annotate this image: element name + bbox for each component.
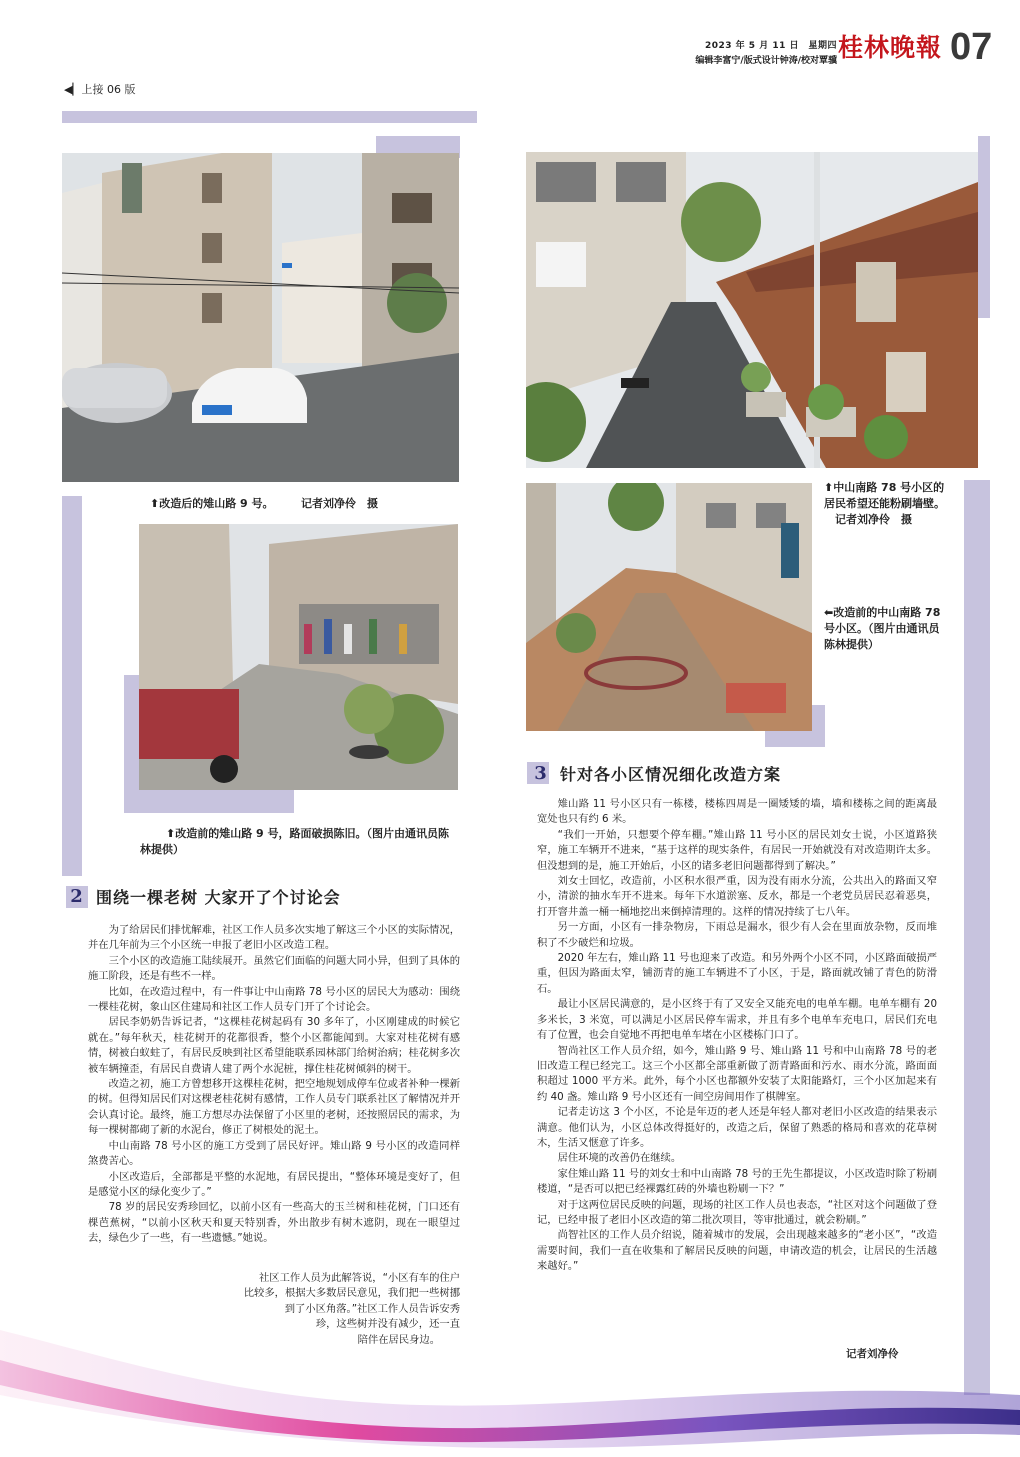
paragraph: 另一方面，小区有一排杂物房，下雨总是漏水，很少有人会在里面放杂物，反而堆积了不少破烂和垃圾。 bbox=[537, 921, 937, 949]
photo-3-caption: ⬆中山南路 78 号小区的居民希望还能粉刷墙壁。 记者刘净伶 摄 bbox=[824, 481, 945, 526]
section-3-body bbox=[537, 797, 937, 1275]
photo-1-caption: ⬆改造后的雉山路 9 号。 记者刘净伶 摄 bbox=[150, 497, 379, 510]
paragraph: 最让小区居民满意的，是小区终于有了又安全又能充电的电单车棚。电单车棚有 20 多米长，3 米宽，可以满足小区居民停车需求，并且有多个电单车充电口，居民们充电有了位置，也会自觉地不再把电单车堵在小区楼栋门口了。 bbox=[537, 998, 937, 1042]
paragraph: 中山南路 78 号小区的施工方受到了居民好评。雉山路 9 号小区的改造同样煞费苦心。 bbox=[88, 1139, 460, 1168]
photo-before-renovation-zhongshan-78 bbox=[526, 483, 812, 731]
paragraph: 对于这两位居民反映的问题，现场的社区工作人员也表态，“社区对这个问题做了登记，已经申报了老旧小区改造的第二批次项目，等审批通过，就会粉刷。” bbox=[537, 1198, 937, 1226]
paragraph: 尚智社区的工作人员介绍说，随着城市的发展，会出现越来越多的“老小区”，“改造需要时间，我们一直在收集和了解居民反映的问题，申请改造的机会，让居民的生活越来越好。” bbox=[537, 1229, 937, 1273]
paragraph: 78 岁的居民安秀珍回忆，以前小区有一些高大的玉兰树和桂花树，门口还有棵芭蕉树，“以前小区秋天和夏天特别香，外出散步有树木遮阴，现在一眼望过去，绿色少了一些，有一些遗憾。”她说。 bbox=[88, 1201, 460, 1245]
paragraph: 2020 年左右，雉山路 11 号也迎来了改造。和另外两个小区不同，小区路面破损严重，但因为路面太窄，铺沥青的施工车辆进不了小区，于是，路面就改铺了青色的防滑石。 bbox=[537, 952, 937, 995]
tail-line: 陪伴在居民身边。 bbox=[357, 1333, 440, 1346]
continued-from[interactable] bbox=[64, 81, 136, 97]
newspaper-logo: 桂林晚報 bbox=[838, 33, 943, 62]
issue-date: 2023 年 5 月 11 日 星期四 bbox=[704, 41, 837, 51]
paragraph: 刘女士回忆，改造前，小区积水很严重，因为没有雨水分流，公共出入的路面又窄小，清淤的抽水车开不进来。每年下水道淤塞、反水，都是一个老党员居民忍着恶臭，打开窨井盖一桶一桶地挖出来倒掉清理的。这样的情况持续了七八年。 bbox=[537, 875, 937, 918]
section-3-title: 针对各小区情况细化改造方案 bbox=[560, 765, 782, 784]
paragraph: 记者走访这 3 个小区，不论是年迈的老人还是年轻人都对老旧小区改造的结果表示满意。他们认为，小区总体改得挺好的，改造之后，保留了熟悉的格局和喜欢的花草树木，生活又惬意了许多。 bbox=[537, 1106, 937, 1149]
tail-line: 社区工作人员为此解答说，“小区有车的住户 bbox=[259, 1272, 460, 1284]
tail-line: 珍，这些树并没有减少，还一直 bbox=[315, 1318, 460, 1331]
section-3-heading bbox=[530, 762, 781, 785]
continued-from-label: 上接 06 版 bbox=[81, 83, 136, 96]
paragraph: 比如，在改造过程中，有一件事让中山南路 78 号小区的居民大为感动：围绕一棵桂花树，象山区住建局和社区工作人员专门开了个讨论会。 bbox=[88, 985, 460, 1014]
section-3-number: 3 bbox=[534, 762, 548, 784]
paragraph: 家住雉山路 11 号的刘女士和中山南路 78 号的王先生都提议，小区改造时除了粉刷楼道，“是否可以把已经裸露红砖的外墙也粉刷一下？” bbox=[537, 1167, 937, 1196]
photo-after-renovation-yishan-9 bbox=[62, 153, 459, 482]
accent-block bbox=[978, 136, 990, 318]
tail-line: 比较多，根据大多数居民意见，我们把一些树挪 bbox=[243, 1287, 460, 1300]
paragraph: 小区改造后，全部都是平整的水泥地，有居民提出，“整体环境是变好了，但是感觉小区的绿化变少了。” bbox=[88, 1170, 460, 1198]
tail-line: 到了小区角落。”社区工作人员告诉安秀 bbox=[284, 1302, 460, 1315]
accent-block bbox=[62, 496, 82, 876]
paragraph: 居住环境的改善仍在继续。 bbox=[557, 1152, 682, 1165]
photo-4-caption: ⬅改造前的中山南路 78 号小区。（图片由通讯员陈林提供） bbox=[824, 606, 941, 651]
section-2-body bbox=[88, 923, 460, 1247]
editor-credits: 编辑李富宁/版式设计钟涛/校对覃骥 bbox=[695, 56, 837, 66]
paragraph: 居民李奶奶告诉记者，“这棵桂花树起码有 30 多年了，小区刚建成的时候它就在。”每年秋天，桂花树开的花都很香，整个小区都能闻到。大家对桂花树有感情，树被白蚁蛀了，有居民反映到社区希望能联系园林部门给树治病；桂花树多次被车辆撞歪，有居民自费请人建了两个水泥桩，撑住桂花树倾斜的树干。 bbox=[88, 1016, 460, 1075]
section-2-heading bbox=[66, 885, 341, 908]
decorative-ribbon bbox=[0, 1290, 1020, 1457]
paragraph: 雉山路 11 号小区只有一栋楼，楼栋四周是一圈矮矮的墙，墙和楼栋之间的距离最宽处也只有约 6 米。 bbox=[537, 798, 937, 826]
paragraph: 智尚社区工作人员介绍，如今，雉山路 9 号、雉山路 11 号和中山南路 78 号的老旧改造工程已经完工。这三个小区都全部重新做了沥青路面和污水、雨水分流，路面面积超过 1000 平方米。此外，每个小区也都额外安装了太阳能路灯，三个小区加起来有约 40 盏。雉山路 9 号小区还有一间空房间用作了棋牌室。 bbox=[537, 1044, 937, 1103]
paragraph: 为了给居民们排忧解难，社区工作人员多次实地了解这三个小区的实际情况，并在几年前为三个小区统一申报了老旧小区改造工程。 bbox=[88, 924, 460, 952]
paragraph: 改造之初，施工方曾想移开这棵桂花树，把空地规划成停车位或者补种一棵新的树。但得知居民们对这棵老桂花树有感情，工作人员专门联系社区了解情况并开会认真讨论。最终，施工方想尽办法保留了小区里的老树，还按照居民的需求，为每一棵树都砌了新的水泥台，修正了树根处的泥土。 bbox=[88, 1078, 460, 1137]
section-3-byline: 记者刘净伶 bbox=[846, 1348, 899, 1360]
top-accent-bar bbox=[62, 111, 477, 123]
section-2-title: 围绕一棵老树 大家开了个讨论会 bbox=[96, 888, 341, 907]
page-number: 07 bbox=[950, 26, 993, 68]
photo-zhongshan-78-wall bbox=[526, 152, 978, 468]
paragraph: 三个小区的改造施工陆续展开。虽然它们面临的问题大同小异，但到了具体的施工阶段，还是有些不一样。 bbox=[88, 954, 460, 983]
section-2-number: 2 bbox=[66, 886, 88, 908]
photo-before-renovation-yishan-9 bbox=[139, 524, 458, 790]
accent-block bbox=[964, 480, 990, 1395]
paragraph: “我们一开始，只想要个停车棚。”雉山路 11 号小区的居民刘女士说，小区道路狭窄，施工车辆开不进来，“基于这样的现实条件，有居民一开始就没有对改造期许太多。但没想到的是，施工开始后，小区的诸多老旧问题都得到了解决。” bbox=[537, 828, 937, 872]
photo-2-caption: ⬆改造前的雉山路 9 号，路面破损陈旧。（图片由通讯员陈林提供） bbox=[140, 827, 450, 856]
double-chevron-left-icon: ◀▏ bbox=[64, 83, 81, 96]
